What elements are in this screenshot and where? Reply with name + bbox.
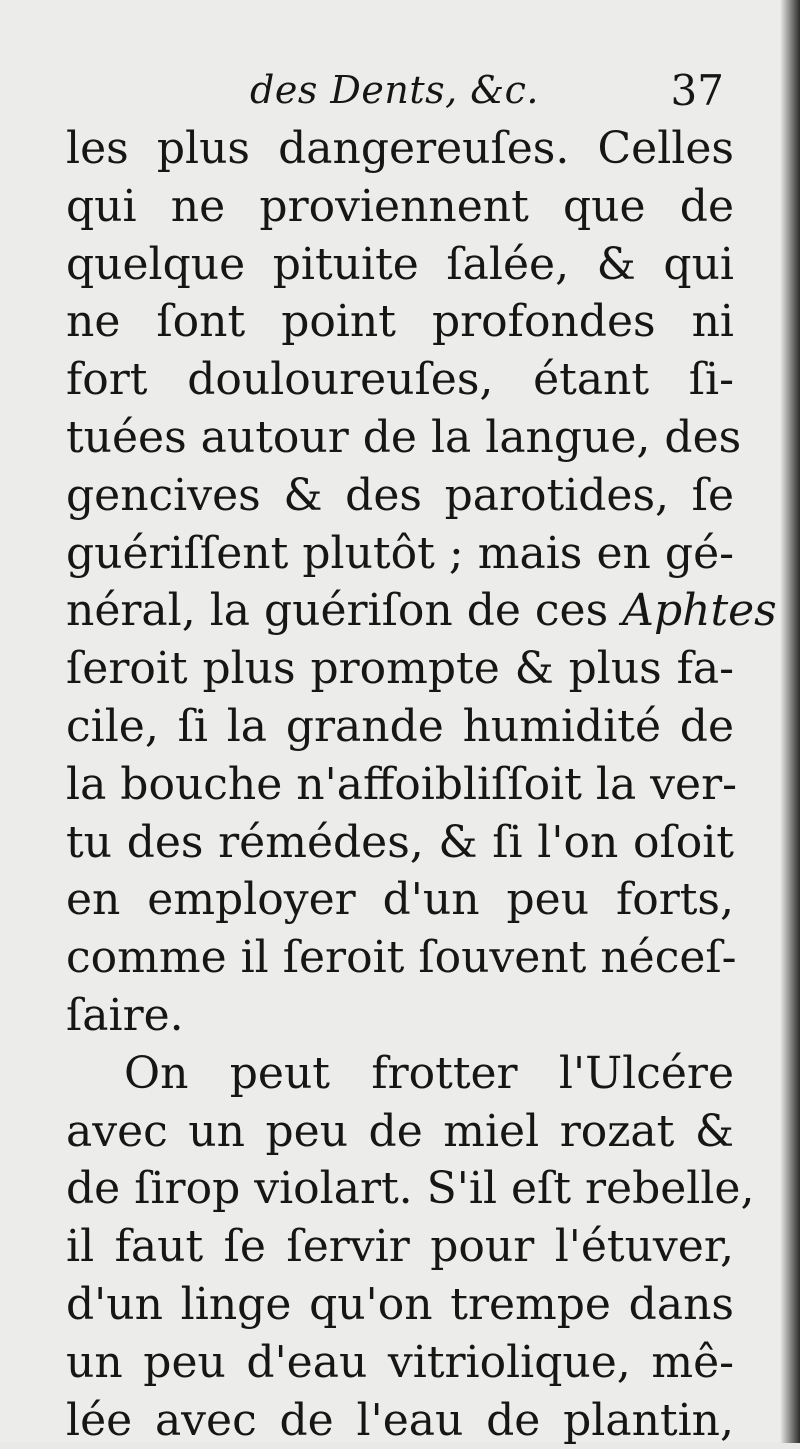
text-line: néral, la guériſon de ces Aphtes [66,585,777,637]
text-line: On peut frotter l'Ulcére [124,1047,734,1099]
text-line: ne ſont point profondes ni [66,296,734,348]
body-text [66,120,777,1449]
text-line: d'un linge qu'on trempe dans [66,1278,734,1330]
text-line: tu des rémédes, & ſi l'on oſoit [66,816,734,868]
text-line: avec un peu de miel rozat & [66,1105,734,1157]
text-line: qui ne proviennent que de [66,180,734,232]
running-title: des Dents, &c. [250,68,539,112]
text-line: les plus dangereuſes. Celles [66,123,734,174]
page-edge-shadow [780,0,800,1443]
text-line: la bouche n'affoibliſſoit la ver- [66,758,737,810]
text-line: un peu d'eau vitriolique, mê- [66,1336,734,1388]
text-line: gencives & des parotides, ſe [66,469,734,521]
page-header [70,58,730,124]
text-line: il faut ſe ſervir pour l'étuver, [66,1221,734,1273]
text-line: ſaire. [66,989,184,1041]
text-line: de ſirop violart. S'il eſt rebelle, [66,1163,755,1215]
page-number: 37 [670,66,724,115]
text-line: comme il ſeroit ſouvent néceſ- [66,932,737,984]
text-line: quelque pituite ſalée, & qui [66,238,734,290]
text-line: lée avec de l'eau de plantin, [66,1394,734,1446]
text-line: cile, ſi la grande humidité de [66,700,734,752]
text-line: fort douloureuſes, étant ſi- [66,354,734,406]
text-line: tuées autour de la langue, des [66,411,742,463]
text-line: en employer d'un peu forts, [66,874,734,926]
italic-word: Aphtes [622,585,777,637]
text-line: ſeroit plus prompte & plus fa- [66,643,734,695]
text-line: guériſſent plutôt ; mais en gé- [66,527,734,579]
